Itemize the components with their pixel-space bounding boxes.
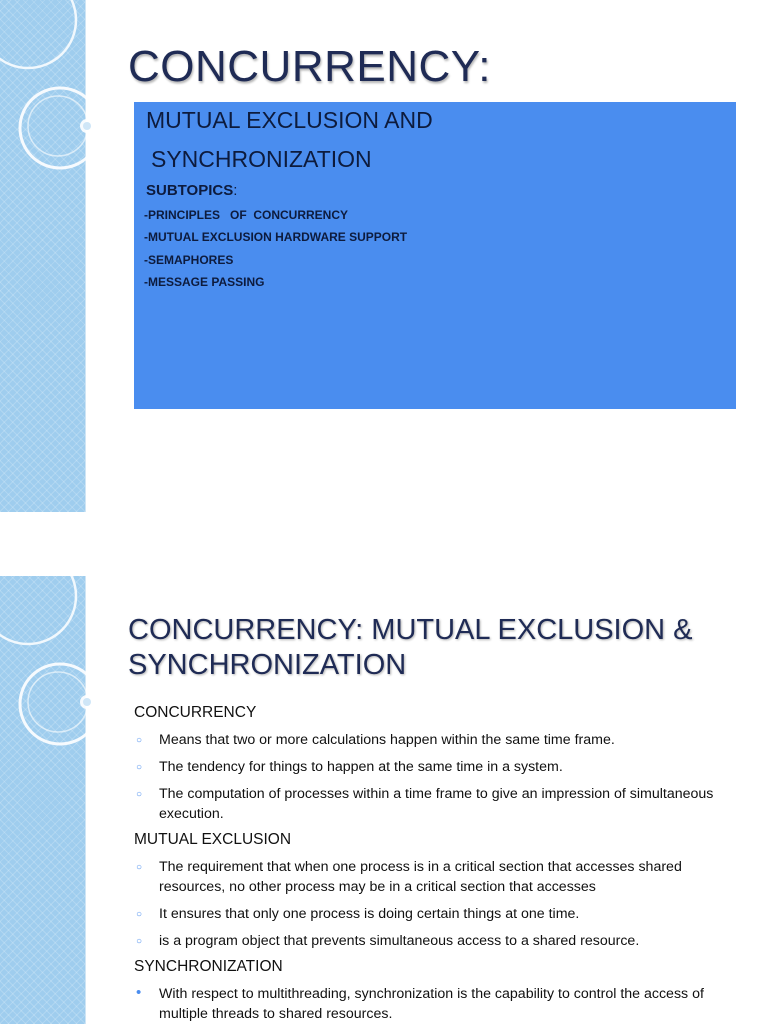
slide-title: CONCURRENCY: MUTUAL EXCLUSION & SYNCHRONIZATION bbox=[128, 614, 693, 681]
decorative-rings-icon bbox=[0, 0, 150, 200]
section-heading-concurrency: CONCURRENCY bbox=[134, 704, 257, 721]
subtopic-item: -MUTUAL EXCLUSION HARDWARE SUPPORT bbox=[144, 230, 408, 245]
subtitle-line-2: SYNCHRONIZATION bbox=[151, 146, 372, 172]
slide-body bbox=[134, 704, 749, 1024]
slide-2 bbox=[0, 576, 768, 1024]
list-item: • With respect to multithreading, synchronization is the capability to control the access of multiple threads to shared resources. bbox=[136, 984, 704, 1022]
list-item: ○ is a program object that prevents simultaneous access to a shared resource. bbox=[134, 931, 749, 951]
concurrency-list bbox=[134, 730, 749, 824]
subtopics-list bbox=[144, 208, 407, 297]
subtopic-item: -PRINCIPLES OF CONCURRENCY bbox=[144, 208, 349, 222]
hollow-circle-bullet-icon: ○ bbox=[136, 862, 143, 873]
list-item: ○ Means that two or more calculations happen within the same time frame. bbox=[134, 730, 749, 750]
hollow-circle-bullet-icon: ○ bbox=[136, 789, 143, 800]
list-item: ○ The computation of processes within a time frame to give an impression of simultaneous execution. bbox=[136, 786, 714, 822]
hollow-circle-bullet-icon: ○ bbox=[136, 762, 143, 773]
synchronization-list bbox=[134, 984, 749, 1024]
mutual-exclusion-list bbox=[134, 857, 749, 951]
hollow-circle-bullet-icon: ○ bbox=[136, 909, 143, 920]
subtopics-heading: SUBTOPICS: bbox=[146, 182, 238, 199]
slide-gap bbox=[0, 512, 768, 576]
subtopic-item: -SEMAPHORES bbox=[144, 252, 234, 267]
slide-title: CONCURRENCY: bbox=[128, 42, 491, 91]
list-item: ○ The requirement that when one process is in a critical section that accesses shared resources, no other process may be in a critical section that accesses bbox=[136, 859, 682, 895]
hollow-circle-bullet-icon: ○ bbox=[136, 936, 143, 947]
filled-dot-bullet-icon: • bbox=[136, 984, 142, 1001]
section-heading-synchronization: SYNCHRONIZATION bbox=[134, 958, 283, 975]
subtitle-line-1: MUTUAL EXCLUSION AND bbox=[146, 107, 433, 133]
subtopic-item: -MESSAGE PASSING bbox=[144, 274, 265, 289]
section-heading-mutual-exclusion: MUTUAL EXCLUSION bbox=[134, 831, 292, 848]
hollow-circle-bullet-icon: ○ bbox=[136, 735, 143, 746]
list-item: ○ It ensures that only one process is doing certain things at one time. bbox=[134, 904, 749, 924]
list-item: ○ The tendency for things to happen at the same time in a system. bbox=[134, 757, 749, 777]
subtitle-box bbox=[134, 102, 736, 409]
